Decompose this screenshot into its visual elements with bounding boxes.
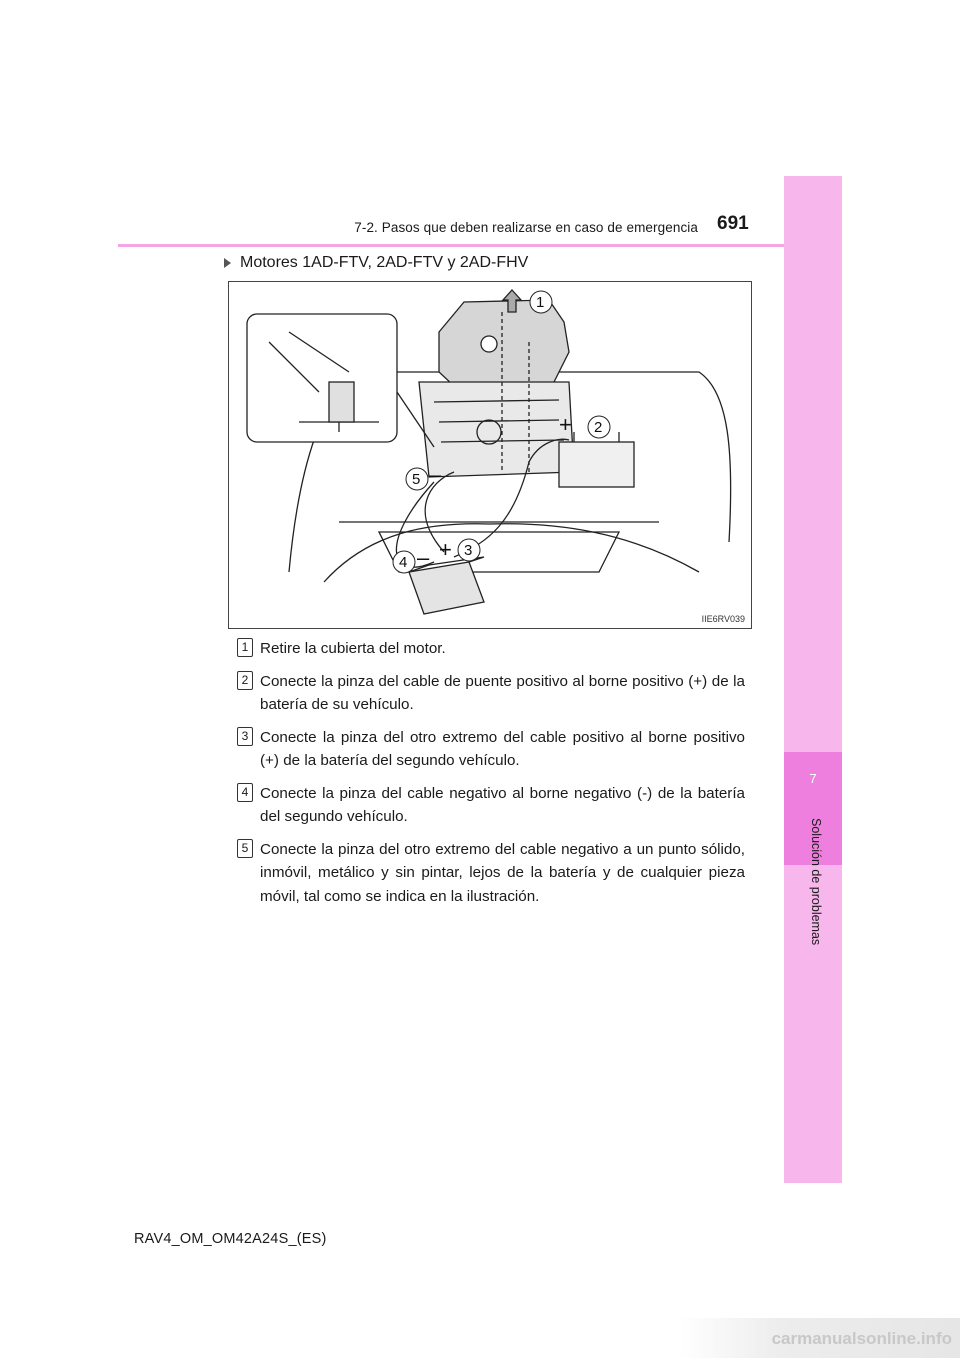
step-text: Conecte la pinza del otro extremo del cable negativo a un punto sólido, inmóvil, metálico y sin pintar, lejos de la batería y de cualquier pieza móvil, tal como se indica en la ilustración. bbox=[260, 840, 745, 905]
step-number: 1 bbox=[237, 638, 253, 657]
section-title: 7-2. Pasos que deben realizarse en caso de emergencia bbox=[354, 220, 698, 235]
svg-text:1: 1 bbox=[536, 294, 545, 311]
callout-3 bbox=[439, 537, 480, 562]
side-tab-upper bbox=[784, 176, 842, 752]
subheading-text: Motores 1AD-FTV, 2AD-FTV y 2AD-FHV bbox=[240, 254, 529, 271]
list-item bbox=[237, 670, 745, 717]
list-item bbox=[237, 838, 745, 909]
step-number: 4 bbox=[237, 783, 253, 802]
svg-text:2: 2 bbox=[594, 419, 603, 436]
engine-bay-drawing bbox=[229, 282, 752, 629]
step-text: Retire la cubierta del motor. bbox=[260, 640, 446, 657]
manual-code: RAV4_OM_OM42A24S_(ES) bbox=[134, 1231, 327, 1247]
list-item bbox=[237, 637, 745, 661]
header-rule bbox=[118, 244, 840, 247]
engine-subheading bbox=[224, 254, 528, 272]
svg-text:+: + bbox=[559, 412, 572, 437]
chapter-title: Solución de problemas bbox=[809, 818, 823, 946]
callout-1 bbox=[530, 291, 552, 313]
step-text: Conecte la pinza del cable negativo al borne negativo (-) de la batería del segundo vehículo. bbox=[260, 784, 745, 825]
triangle-bullet-icon bbox=[224, 258, 231, 268]
svg-text:–: – bbox=[417, 545, 430, 570]
figure-code: IIE6RV039 bbox=[701, 614, 745, 624]
svg-text:3: 3 bbox=[464, 542, 473, 559]
watermark[interactable] bbox=[680, 1318, 960, 1358]
step-text: Conecte la pinza del cable de puente positivo al borne positivo (+) de la batería de su vehículo. bbox=[260, 672, 745, 713]
callout-4 bbox=[393, 545, 430, 573]
callout-5 bbox=[406, 462, 442, 490]
list-item bbox=[237, 782, 745, 829]
list-item bbox=[237, 726, 745, 773]
chapter-number: 7 bbox=[809, 771, 817, 786]
step-number: 5 bbox=[237, 839, 253, 858]
page-number: 691 bbox=[717, 213, 749, 234]
step-list bbox=[237, 637, 745, 917]
watermark-text: carmanualsonline.info bbox=[771, 1329, 952, 1348]
svg-text:+: + bbox=[439, 537, 452, 562]
svg-text:–: – bbox=[429, 462, 442, 487]
jump-start-illustration bbox=[228, 281, 752, 629]
step-number: 2 bbox=[237, 671, 253, 690]
svg-text:5: 5 bbox=[412, 471, 421, 488]
callout-2 bbox=[559, 412, 610, 438]
step-text: Conecte la pinza del otro extremo del cable positivo al borne positivo (+) de la batería del segundo vehículo. bbox=[260, 728, 745, 769]
svg-text:4: 4 bbox=[399, 554, 408, 571]
step-number: 3 bbox=[237, 727, 253, 746]
